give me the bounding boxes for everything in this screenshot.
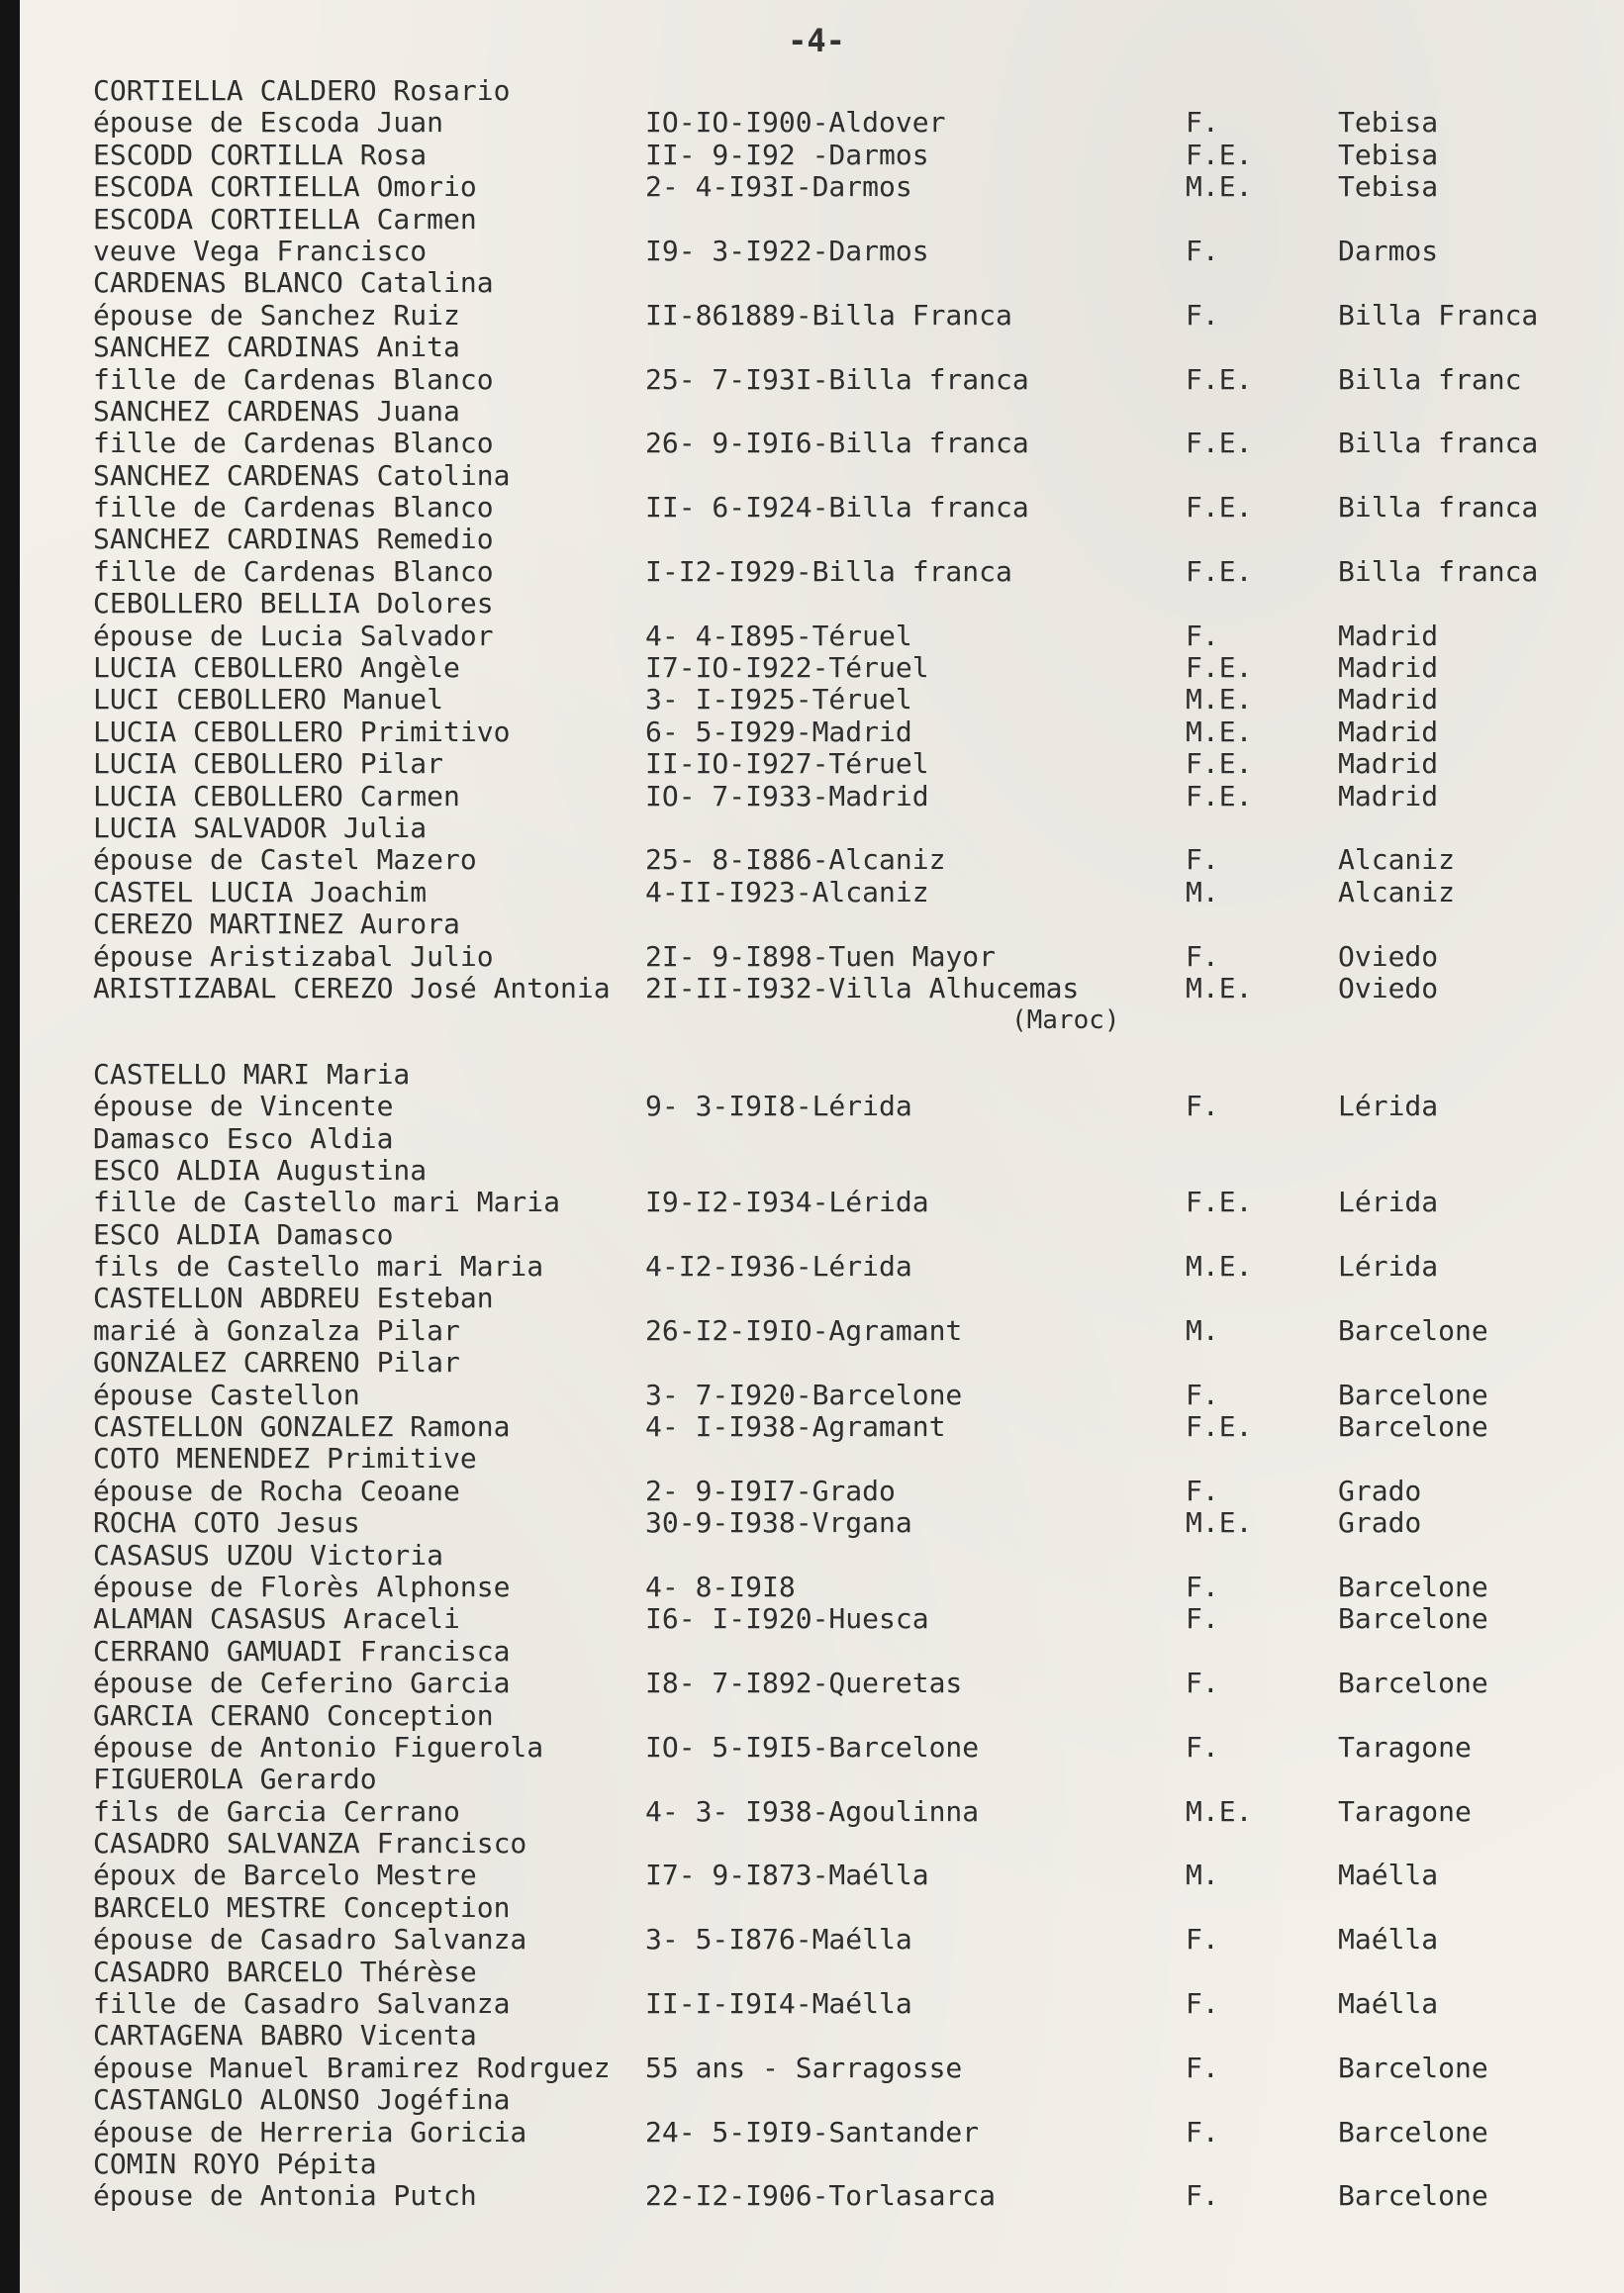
sex-code: F.E.: [1186, 362, 1253, 396]
entry-line: [0, 171, 1624, 203]
register-entry: [0, 460, 1624, 525]
register-entry: [0, 812, 1624, 877]
residence: Darmos: [1338, 234, 1439, 267]
residence: Grado: [1338, 1506, 1422, 1540]
entry-line: [0, 1828, 1624, 1860]
register-entry: [0, 1507, 1624, 1539]
register-entry: [0, 652, 1624, 684]
person-name: CEREZO MARTINEZ Aurora: [93, 908, 460, 941]
person-name: LUCIA SALVADOR Julia: [93, 811, 428, 844]
register-list: [0, 75, 1624, 2213]
person-name: ESCODA CORTIELLA Omorio: [93, 170, 477, 204]
person-relation: épouse de Rocha Ceoane: [93, 1474, 460, 1507]
birth-date-place: 4- 3- I938-Agoulinna: [645, 1794, 980, 1828]
residence: Billa franc: [1338, 362, 1522, 396]
person-name: ARISTIZABAL CEREZO José Antonia: [93, 971, 611, 1004]
sex-code: F.: [1186, 619, 1219, 652]
entry-line: [0, 684, 1624, 716]
person-name: CASTEL LUCIA Joachim: [93, 875, 428, 908]
register-entry: [0, 140, 1624, 171]
entry-line: [0, 2020, 1624, 2052]
birth-date-place: I9- 3-I922-Darmos: [645, 234, 929, 267]
sex-code: F.: [1186, 1570, 1219, 1603]
residence: Grado: [1338, 1474, 1422, 1507]
sex-code: F.E.: [1186, 651, 1253, 685]
person-name: CASTANGLO ALONSO Jogéfina: [93, 2083, 511, 2117]
person-relation: épouse Manuel Bramirez Rodrguez: [93, 2051, 611, 2084]
person-relation: épouse de Vincente: [93, 1090, 394, 1123]
sex-code: F.: [1186, 1090, 1219, 1123]
sex-code: F.: [1186, 1923, 1219, 1957]
person-relation: épouse Aristizabal Julio: [93, 939, 494, 973]
person-name: LUCIA CEBOLLERO Carmen: [93, 779, 460, 812]
sex-code: M.E.: [1186, 1250, 1253, 1284]
person-name: ESCODA CORTIELLA Carmen: [93, 202, 477, 236]
sex-code: F.E.: [1186, 1186, 1253, 1219]
person-name: GARCIA CERANO Conception: [93, 1698, 494, 1732]
entry-line: [0, 556, 1624, 588]
register-entry: [0, 1283, 1624, 1347]
person-name: BARCELO MESTRE Conception: [93, 1890, 511, 1924]
register-entry: [0, 2084, 1624, 2149]
register-entry: [0, 908, 1624, 973]
register-entry: [0, 1540, 1624, 1604]
register-entry: [0, 524, 1624, 588]
sex-code: F.: [1186, 1602, 1219, 1636]
residence: Barcelone: [1338, 1602, 1488, 1636]
person-name: CASTELLON ABDREU Esteban: [93, 1282, 494, 1315]
register-entry: [0, 1411, 1624, 1443]
entry-line: [0, 1476, 1624, 1507]
sex-code: F.: [1186, 843, 1219, 877]
person-name: CASTELLO MARI Maria: [93, 1057, 411, 1091]
residence: Lérida: [1338, 1250, 1439, 1284]
sex-code: M.E.: [1186, 715, 1253, 748]
sex-code: F.: [1186, 2179, 1219, 2213]
entry-line: [0, 1411, 1624, 1443]
entry-line: [0, 1507, 1624, 1539]
person-relation: épouse de Sanchez Ruiz: [93, 298, 460, 332]
person-name: FIGUEROLA Gerardo: [93, 1763, 377, 1796]
sex-code: M.E.: [1186, 170, 1253, 204]
birth-date-place: 4-I2-I936-Lérida: [645, 1250, 912, 1284]
entry-line: [0, 781, 1624, 812]
register-entry: [0, 1059, 1624, 1155]
birth-date-place: 2I- 9-I898-Tuen Mayor: [645, 939, 997, 973]
entry-line: [0, 1988, 1624, 2020]
birth-date-place: I8- 7-I892-Queretas: [645, 1667, 963, 1700]
entry-line: [0, 1443, 1624, 1475]
residence: Maélla: [1338, 1859, 1439, 1892]
sex-code: F.: [1186, 1730, 1219, 1764]
entry-line: [0, 204, 1624, 236]
register-entry: [0, 1219, 1624, 1284]
entry-line: [0, 588, 1624, 620]
entry-line: [0, 1283, 1624, 1314]
person-relation: épouse de Casadro Salvanza: [93, 1923, 527, 1957]
sex-code: F.: [1186, 2051, 1219, 2084]
residence: Oviedo: [1338, 939, 1439, 973]
person-relation: fille de Castello mari Maria: [93, 1186, 561, 1219]
sex-code: M.: [1186, 875, 1219, 908]
person-relation: veuve Vega Francisco: [93, 234, 428, 267]
person-relation: épouse de Antonia Putch: [93, 2179, 477, 2213]
entry-line: [0, 1603, 1624, 1635]
residence: Madrid: [1338, 715, 1439, 748]
person-name: CEBOLLERO BELLIA Dolores: [93, 587, 494, 621]
person-name: ESCODD CORTILLA Rosa: [93, 138, 428, 171]
entry-line: [0, 1764, 1624, 1795]
entry-line: [0, 428, 1624, 459]
register-entry: [0, 1764, 1624, 1828]
person-relation: Damasco Esco Aldia: [93, 1121, 394, 1155]
sex-code: F.: [1186, 1987, 1219, 2021]
birth-date-place: IO- 7-I933-Madrid: [645, 779, 929, 812]
sex-code: M.: [1186, 1859, 1219, 1892]
entry-line: [0, 1123, 1624, 1155]
entry-line: [0, 717, 1624, 748]
birth-date-place: 6- 5-I929-Madrid: [645, 715, 912, 748]
page-number: -4-: [788, 22, 845, 59]
residence: Oviedo: [1338, 971, 1439, 1004]
birth-date-place: 26- 9-I9I6-Billa franca: [645, 427, 1029, 460]
person-relation: épouse de Lucia Salvador: [93, 619, 494, 652]
person-name: SANCHEZ CARDENAS Juana: [93, 394, 460, 428]
register-entry: [0, 748, 1624, 780]
residence: Barcelone: [1338, 1313, 1488, 1347]
birth-date-place: 3- 7-I920-Barcelone: [645, 1378, 963, 1411]
birth-date-place: 2- 4-I93I-Darmos: [645, 170, 912, 204]
birth-date-place: II-IO-I927-Téruel: [645, 747, 929, 781]
person-relation: fille de Casadro Salvanza: [93, 1987, 511, 2021]
birth-date-place: 3- 5-I876-Maélla: [645, 1923, 912, 1957]
person-relation: fils de Castello mari Maria: [93, 1250, 544, 1284]
person-name: GONZALEZ CARRENO Pilar: [93, 1346, 460, 1380]
entry-line: [0, 1187, 1624, 1218]
person-relation: époux de Barcelo Mestre: [93, 1859, 477, 1892]
entry-line: [0, 877, 1624, 908]
entry-note: (Maroc): [1011, 1005, 1120, 1036]
person-name: LUCIA CEBOLLERO Angèle: [93, 651, 460, 685]
register-entry: [0, 1636, 1624, 1700]
sex-code: M.E.: [1186, 683, 1253, 717]
entry-line: [0, 748, 1624, 780]
residence: Billa franca: [1338, 427, 1539, 460]
birth-date-place: II-I-I9I4-Maélla: [645, 1987, 912, 2021]
sex-code: F.E.: [1186, 491, 1253, 525]
residence: Madrid: [1338, 779, 1439, 812]
entry-line: [0, 973, 1624, 1004]
birth-date-place: IO- 5-I9I5-Barcelone: [645, 1730, 980, 1764]
entry-line: [0, 1155, 1624, 1187]
entry-line: [0, 364, 1624, 396]
person-name: LUCIA CEBOLLERO Pilar: [93, 747, 444, 781]
residence: Taragone: [1338, 1794, 1472, 1828]
birth-date-place: II- 9-I92 -Darmos: [645, 138, 929, 171]
sex-code: M.E.: [1186, 1794, 1253, 1828]
register-entry: [0, 781, 1624, 812]
residence: Billa franca: [1338, 554, 1539, 588]
person-relation: épouse Castellon: [93, 1378, 360, 1411]
entry-line: [0, 1924, 1624, 1956]
sex-code: F.: [1186, 1667, 1219, 1700]
register-entry: [0, 877, 1624, 908]
person-relation: fille de Cardenas Blanco: [93, 554, 494, 588]
birth-date-place: 4-II-I923-Alcaniz: [645, 875, 929, 908]
person-name: ESCO ALDIA Augustina: [93, 1153, 428, 1187]
entry-line: [0, 1732, 1624, 1764]
entry-line: [0, 75, 1624, 107]
entry-line: [0, 492, 1624, 524]
person-name: SANCHEZ CARDENAS Catolina: [93, 458, 511, 492]
person-name: CASASUS UZOU Victoria: [93, 1538, 444, 1572]
residence: Maélla: [1338, 1923, 1439, 1957]
person-name: LUCIA CEBOLLERO Primitivo: [93, 715, 511, 748]
entry-line: [0, 267, 1624, 299]
residence: Madrid: [1338, 651, 1439, 685]
person-relation: épouse de Ceferino Garcia: [93, 1667, 511, 1700]
birth-date-place: 4- I-I938-Agramant: [645, 1410, 946, 1444]
birth-date-place: 22-I2-I906-Torlasarca: [645, 2179, 997, 2213]
entry-line: [0, 1219, 1624, 1251]
person-relation: fille de Cardenas Blanco: [93, 427, 494, 460]
person-name: ESCO ALDIA Damasco: [93, 1217, 394, 1251]
residence: Tebisa: [1338, 106, 1439, 140]
entry-line: [0, 2053, 1624, 2084]
entry-line: [0, 1796, 1624, 1828]
register-entry: [0, 2149, 1624, 2213]
person-name: CASADRO BARCELO Thérèse: [93, 1955, 477, 1988]
birth-date-place: 25- 8-I886-Alcaniz: [645, 843, 946, 877]
birth-date-place: 2- 9-I9I7-Grado: [645, 1474, 896, 1507]
birth-date-place: II-861889-Billa Franca: [645, 298, 1012, 332]
register-entry: [0, 267, 1624, 332]
entry-line: [0, 1347, 1624, 1379]
residence: Billa Franca: [1338, 298, 1539, 332]
sex-code: M.E.: [1186, 1506, 1253, 1540]
register-entry: [0, 717, 1624, 748]
sex-code: F.: [1186, 298, 1219, 332]
person-relation: épouse de Castel Mazero: [93, 843, 477, 877]
person-name: LUCI CEBOLLERO Manuel: [93, 683, 444, 717]
entry-line: [0, 300, 1624, 332]
entry-line: [0, 1315, 1624, 1347]
person-name: SANCHEZ CARDINAS Anita: [93, 331, 460, 364]
person-relation: marié à Gonzalza Pilar: [93, 1313, 460, 1347]
sex-code: F.: [1186, 2115, 1219, 2149]
sex-code: F.: [1186, 106, 1219, 140]
entry-line: [0, 2149, 1624, 2180]
birth-date-place: 24- 5-I9I9-Santander: [645, 2115, 980, 2149]
register-entry: [0, 204, 1624, 268]
person-relation: fille de Cardenas Blanco: [93, 362, 494, 396]
residence: Madrid: [1338, 619, 1439, 652]
person-relation: épouse de Escoda Juan: [93, 106, 444, 140]
residence: Billa franca: [1338, 491, 1539, 525]
entry-line: [0, 1636, 1624, 1668]
birth-date-place: I7- 9-I873-Maélla: [645, 1859, 929, 1892]
entry-line: [0, 2180, 1624, 2212]
residence: Barcelone: [1338, 1570, 1488, 1603]
person-name: SANCHEZ CARDINAS Remedio: [93, 523, 494, 556]
sex-code: F.E.: [1186, 427, 1253, 460]
register-entry: [0, 2020, 1624, 2084]
residence: Barcelone: [1338, 2051, 1488, 2084]
register-entry: [0, 684, 1624, 716]
person-relation: épouse de Florès Alphonse: [93, 1570, 511, 1603]
entry-line: [0, 396, 1624, 428]
entry-line: [0, 460, 1624, 492]
register-entry: [0, 1957, 1624, 2021]
residence: Barcelone: [1338, 2115, 1488, 2149]
register-entry: [0, 1155, 1624, 1219]
residence: Tebisa: [1338, 138, 1439, 171]
person-name: ALAMAN CASASUS Araceli: [93, 1602, 460, 1636]
register-entry: [0, 171, 1624, 203]
register-entry: [0, 1347, 1624, 1411]
sex-code: F.: [1186, 939, 1219, 973]
person-relation: fille de Cardenas Blanco: [93, 491, 494, 525]
person-name: CORTIELLA CALDERO Rosario: [93, 74, 511, 107]
sex-code: M.E.: [1186, 971, 1253, 1004]
sex-code: F.E.: [1186, 747, 1253, 781]
entry-line: [0, 1700, 1624, 1732]
entry-line: [0, 1957, 1624, 1988]
birth-date-place: II- 6-I924-Billa franca: [645, 491, 1029, 525]
person-relation: épouse de Herreria Goricia: [93, 2115, 527, 2149]
person-name: CERRANO GAMUADI Francisca: [93, 1634, 511, 1668]
register-entry: [0, 1828, 1624, 1892]
entry-line: [0, 107, 1624, 139]
sex-code: F.E.: [1186, 779, 1253, 812]
register-entry: [0, 332, 1624, 396]
entry-line: [0, 1380, 1624, 1411]
register-entry: [0, 1700, 1624, 1765]
birth-date-place: 9- 3-I9I8-Lérida: [645, 1090, 912, 1123]
birth-date-place: I9-I2-I934-Lérida: [645, 1186, 929, 1219]
sex-code: F.E.: [1186, 554, 1253, 588]
entry-line: [0, 1091, 1624, 1122]
sex-code: F.: [1186, 234, 1219, 267]
residence: Barcelone: [1338, 1410, 1488, 1444]
residence: Tebisa: [1338, 170, 1439, 204]
entry-line: [0, 1572, 1624, 1603]
sex-code: F.: [1186, 1378, 1219, 1411]
register-entry: [0, 75, 1624, 140]
register-entry: [0, 973, 1624, 1059]
birth-date-place: 25- 7-I93I-Billa franca: [645, 362, 1029, 396]
entry-line: [0, 140, 1624, 171]
birth-date-place: 30-9-I938-Vrgana: [645, 1506, 912, 1540]
entry-line: [0, 1892, 1624, 1924]
residence: Madrid: [1338, 747, 1439, 781]
person-name: COTO MENENDEZ Primitive: [93, 1442, 477, 1476]
register-entry: [0, 1443, 1624, 1507]
entry-spacer: [0, 1037, 1624, 1059]
residence: Maélla: [1338, 1987, 1439, 2021]
birth-date-place: 55 ans - Sarragosse: [645, 2051, 963, 2084]
entry-line: [0, 1540, 1624, 1572]
residence: Barcelone: [1338, 1667, 1488, 1700]
birth-date-place: 26-I2-I9IO-Agramant: [645, 1313, 963, 1347]
person-name: CASTELLON GONZALEZ Ramona: [93, 1410, 511, 1444]
birth-date-place: IO-IO-I900-Aldover: [645, 106, 946, 140]
entry-line: [0, 332, 1624, 363]
register-entry: [0, 396, 1624, 460]
residence: Barcelone: [1338, 1378, 1488, 1411]
entry-line: [0, 2117, 1624, 2149]
residence: Taragone: [1338, 1730, 1472, 1764]
residence: Lérida: [1338, 1090, 1439, 1123]
person-name: COMIN ROYO Pépita: [93, 2148, 377, 2180]
entry-line: [0, 652, 1624, 684]
entry-line: [0, 1251, 1624, 1283]
entry-line: [0, 1059, 1624, 1091]
sex-code: F.: [1186, 1474, 1219, 1507]
entry-line: [0, 236, 1624, 267]
entry-line: [0, 941, 1624, 973]
sex-code: F.E.: [1186, 1410, 1253, 1444]
person-name: CARDENAS BLANCO Catalina: [93, 266, 494, 300]
birth-date-place: 4- 8-I9I8: [645, 1570, 796, 1603]
entry-line: [0, 908, 1624, 940]
residence: Barcelone: [1338, 2179, 1488, 2213]
person-name: ROCHA COTO Jesus: [93, 1506, 360, 1540]
birth-date-place: I-I2-I929-Billa franca: [645, 554, 1012, 588]
residence: Alcaniz: [1338, 875, 1456, 908]
person-relation: épouse de Antonio Figuerola: [93, 1730, 544, 1764]
register-entry: [0, 1603, 1624, 1635]
person-name: CARTAGENA BABRO Vicenta: [93, 2019, 477, 2053]
person-relation: fils de Garcia Cerrano: [93, 1794, 460, 1828]
birth-date-place: 2I-II-I932-Villa Alhucemas: [645, 971, 1080, 1004]
entry-note-line: [0, 1004, 1624, 1036]
sex-code: F.E.: [1186, 138, 1253, 171]
birth-date-place: 4- 4-I895-Téruel: [645, 619, 912, 652]
birth-date-place: 3- I-I925-Téruel: [645, 683, 912, 717]
entry-line: [0, 844, 1624, 876]
entry-line: [0, 524, 1624, 555]
residence: Madrid: [1338, 683, 1439, 717]
register-entry: [0, 588, 1624, 652]
entry-line: [0, 1860, 1624, 1891]
residence: Lérida: [1338, 1186, 1439, 1219]
entry-line: [0, 812, 1624, 844]
register-entry: [0, 1892, 1624, 1957]
birth-date-place: I6- I-I920-Huesca: [645, 1602, 929, 1636]
sex-code: M.: [1186, 1313, 1219, 1347]
entry-line: [0, 621, 1624, 652]
residence: Alcaniz: [1338, 843, 1456, 877]
birth-date-place: I7-IO-I922-Téruel: [645, 651, 929, 685]
entry-line: [0, 2084, 1624, 2116]
entry-line: [0, 1668, 1624, 1699]
person-name: CASADRO SALVANZA Francisco: [93, 1827, 527, 1861]
